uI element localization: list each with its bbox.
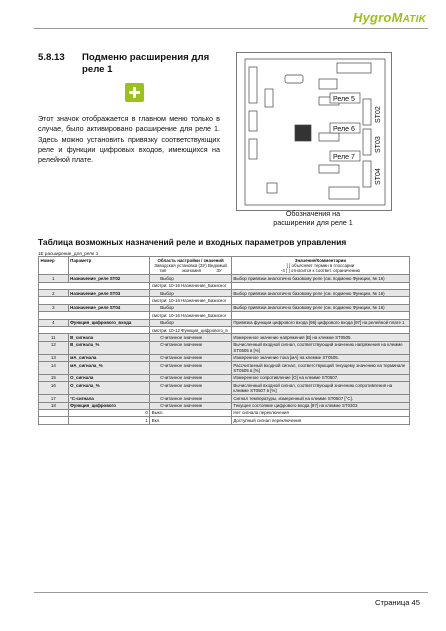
cell-comment: Рассчитанный входной сигнал, соответствующий текущему значению на терминале ST0505 в [%]: [231, 362, 409, 375]
caption-line2: расширении для реле 1: [273, 218, 353, 227]
terminal-st03: ST03: [375, 136, 382, 153]
cell-param: В_сигнала_%: [68, 341, 150, 354]
table-row: [39, 319, 410, 326]
table-row: [39, 395, 410, 402]
cell-comment: Вычисленный входной сигнал, соответствующий значению сопротивления на клемме ST0507 в [%]: [231, 382, 409, 395]
cell-range: Считанное значение: [150, 334, 232, 341]
cell-param: Функция_цифрового_входа: [68, 319, 150, 326]
expansion-plus-icon: [125, 83, 144, 102]
cell-param: О_сигнала: [68, 374, 150, 381]
cell-comment: Измеренное значение тока [мА] на клемме ST0505.: [231, 354, 409, 361]
state-label: Вкл.: [150, 417, 232, 424]
cell-range: Считанное значение: [150, 382, 232, 395]
cell-range: Считанное значение: [150, 374, 232, 381]
cell-comment: Выбор привязки аналогично базовому реле (см. подменю Функции, № 16): [231, 304, 409, 311]
page-number: Страница 45: [375, 598, 420, 607]
cell-comment: Измеренное значение напряжения [В] на клемме ST0505.: [231, 334, 409, 341]
cell-extra: смотри: 10-16 Назначение_Базисног: [150, 297, 232, 304]
table-title: Таблица возможных назначений реле и входных параметров управления: [38, 237, 347, 247]
board-outline: [245, 59, 385, 205]
header-rule: [34, 28, 428, 29]
table-row: [39, 304, 410, 311]
table-row: [39, 334, 410, 341]
cell-num: 2: [39, 290, 69, 297]
cell-param: Функция_цифрового: [68, 402, 150, 409]
cell-param: Назначение_реле ST04: [68, 304, 150, 311]
relay-label-7: Реле 7: [333, 154, 355, 161]
cell-param: Назначение_реле ST02: [68, 275, 150, 282]
cell-num: 17: [39, 395, 69, 402]
table-row-extra: [39, 297, 410, 304]
header-num: Номер: [39, 257, 69, 275]
state-desc: Нет сигнала переключения: [231, 409, 409, 416]
state-row: [39, 417, 410, 424]
cell-param: мА_сигнала: [68, 354, 150, 361]
terminal-st04: ST04: [375, 168, 382, 185]
cell-comment: Привязка функции цифрового входа [96] цифрового входа [97] на релейной плате 1: [231, 319, 409, 326]
table-row: [39, 354, 410, 361]
state-code: 1: [68, 417, 150, 424]
cell-comment: Измеренное сопротивление [О] на клемме ST0507.: [231, 374, 409, 381]
cell-param: мА_сигнала_%: [68, 362, 150, 375]
cell-comment: Выбор привязки аналогично базовому реле (см. подменю Функции, № 16): [231, 275, 409, 282]
cell-range: Выбор: [150, 304, 232, 311]
cell-num: 11: [39, 334, 69, 341]
table-header-row: [39, 257, 410, 275]
hygromatik-logo: HygroMATIK: [353, 10, 426, 25]
cell-param: О_сигнала_%: [68, 382, 150, 395]
cell-extra: смотри: 10-16 Назначение_Базисног: [150, 282, 232, 289]
cell-range: Выбор: [150, 319, 232, 326]
section-title: [38, 52, 228, 76]
table-row: [39, 374, 410, 381]
cell-num: 18: [39, 402, 69, 409]
cell-range: Выбор: [150, 275, 232, 282]
cell-num: 12: [39, 341, 69, 354]
cell-num: 15: [39, 374, 69, 381]
table-row: [39, 362, 410, 375]
cell-comment: Текущее состояние цифрового входа [97] на клемме ST0303: [231, 402, 409, 409]
header-range: Область настройки / значений Заводская установка (ЗУ) Ведомый тип экономия ЗУ: [150, 257, 232, 275]
caption-line1: Обозначения на: [285, 209, 341, 218]
cell-num: 4: [39, 319, 69, 326]
table-row-extra: [39, 327, 410, 334]
section-title-line1: Подменю расширения для: [82, 52, 210, 63]
table-row: [39, 275, 410, 282]
cell-param: °C-сигнала: [68, 395, 150, 402]
cell-comment: Выбор привязки аналогично базовому реле (см. подменю Функции, № 16): [231, 290, 409, 297]
terminal-st02: ST02: [375, 106, 382, 123]
relay-board-diagram: [236, 52, 392, 211]
relay-board-drawing: [237, 53, 391, 210]
table-row-extra: [39, 312, 410, 319]
cell-range: Считанное значение: [150, 402, 232, 409]
cell-range: Считанное значение: [150, 362, 232, 375]
cell-num: 13: [39, 354, 69, 361]
cell-param: Назначение_реле ST03: [68, 290, 150, 297]
cell-range: Выбор: [150, 290, 232, 297]
table-subtitle: 1E расширение_для_реле 1: [38, 251, 99, 256]
state-code: 0: [68, 409, 150, 416]
state-desc: Доступный сигнал переключения: [231, 417, 409, 424]
table-row: [39, 341, 410, 354]
cell-num: 14: [39, 362, 69, 375]
section-number: 5.8.13: [38, 52, 65, 63]
cell-range: Считанное значение: [150, 354, 232, 361]
cell-comment: Сигнал температуры, измеренный на клемме ST0507 [°C].: [231, 395, 409, 402]
table-row: [39, 402, 410, 409]
cell-comment: Вычисленный входной сигнал, соответствующий значению напряжения на клемме ST0505 в [%]: [231, 341, 409, 354]
cell-extra: смотри: 10-12 Функция_цифрового_в: [150, 327, 232, 334]
section-paragraph: Этот значок отображается в главном меню только в случае, было активировано расширение для реле 1. Здесь можно установить привязку соответствующих реле и функции цифровых входов, имеющихся на релейной плате.: [38, 114, 220, 165]
table-row-extra: [39, 282, 410, 289]
cell-num: 1: [39, 275, 69, 282]
section-title-line2: реле 1: [82, 64, 113, 75]
relay-label-6: Реле 6: [333, 126, 355, 133]
cell-param: В_сигнала: [68, 334, 150, 341]
cell-num: 16: [39, 382, 69, 395]
state-label: Выкл.: [150, 409, 232, 416]
state-row: [39, 409, 410, 416]
relay-label-5: Реле 5: [333, 96, 355, 103]
header-comment: Значение/Комментарии [ ] объясняет термин в глоссарии -4 [ ] относится к соответ. ограничению: [231, 257, 409, 275]
footer-rule: [34, 592, 428, 593]
parameter-table: [38, 256, 410, 425]
cell-num: 3: [39, 304, 69, 311]
header-param: Параметр: [68, 257, 150, 275]
cell-range: Считанное значение: [150, 341, 232, 354]
table-row: [39, 290, 410, 297]
cell-range: Считанное значение: [150, 395, 232, 402]
diagram-caption: [236, 209, 390, 227]
cell-extra: смотри: 10-16 Назначение_Базисног: [150, 312, 232, 319]
table-row: [39, 382, 410, 395]
